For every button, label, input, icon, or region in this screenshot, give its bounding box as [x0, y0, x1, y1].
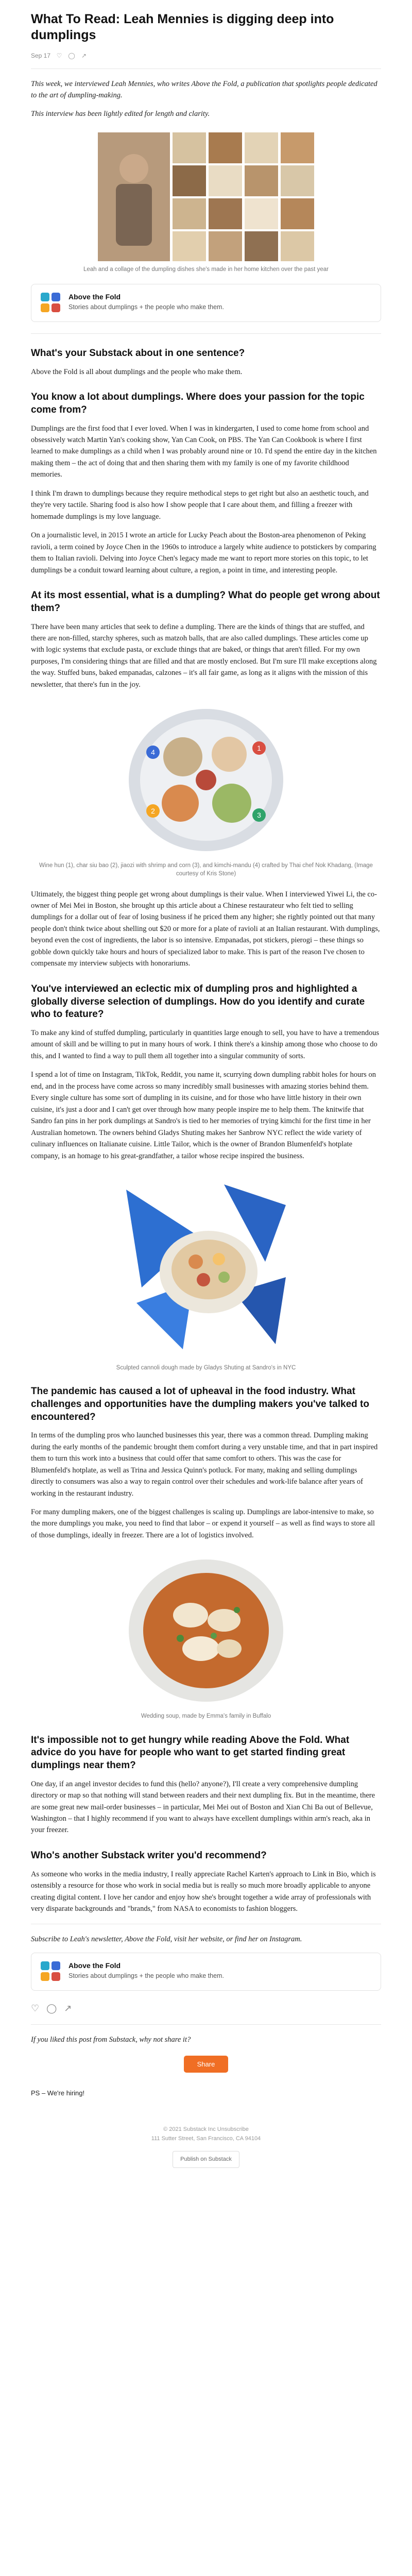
- divider: [31, 2024, 381, 2025]
- answer-paragraph: I spend a lot of time on Instagram, TikTok, Reddit, you name it, scurrying down dumpling rabbit holes for hours on end, and in the process have come across so many incredibly small businesses with amazing stories behind them. Every single culture has some sort of dumpling in its cuisine, and for those who have little history in their own cuisine, it's just a door and I can't get over through how many people inspire me to help them. The knitwife that Sandro fan pins in her pork dumplings at Sandro's is tied to her memories of trying kimchi for the first time in her Australian hometown. The owners behind Gladys Shuting makes her Sanbrow NYC reflect the wide variety of culinary influences on Italianate cuisine. Little Tailor, which is the owner of Brandon Blumenfeld's hotplate company, is an homage to his great-grandfather, a tailor whose recipe inspired the business.: [31, 1071, 376, 1160]
- comment-icon[interactable]: ◯: [68, 52, 75, 59]
- publication-logo: [41, 293, 61, 313]
- answer-paragraph: As someone who works in the media industry, I really appreciate Rachel Karten's approach to Link in Bio, which is ostensibly a resource for those who work in social media but is really so much more broadly applicable to anyone creating digital content. I love her candor and enjoy how she's brought together a wide array of professionals with very disparate backgrounds and "brands," from NASA to economists to fashion bloggers.: [31, 1870, 376, 1913]
- publication-card[interactable]: [31, 1953, 381, 1991]
- svg-text:1: 1: [257, 744, 261, 753]
- post-actions: [31, 2003, 381, 2014]
- comment-icon[interactable]: ◯: [46, 2003, 57, 2013]
- question-heading: The pandemic has caused a lot of upheaval in the food industry. What challenges and opportunities have the dumpling makers you've talked to encountered?: [31, 1386, 369, 1422]
- publication-description: Stories about dumplings + the people who make them.: [68, 303, 224, 311]
- answer-paragraph: For many dumpling makers, one of the biggest challenges is scaling up. Dumplings are labor-intensive to make, so the more dumplings you make, you need to find that labor – or expend it yourself – as well as find ways to store all of those dumplings, ideally in freezer. There are a lot of logistics involved.: [31, 1508, 375, 1539]
- soup-image: [124, 1553, 288, 1708]
- share-icon[interactable]: ↗: [64, 2003, 72, 2013]
- svg-text:2: 2: [151, 807, 155, 816]
- post-meta: [31, 52, 381, 59]
- question-heading: You know a lot about dumplings. Where does your passion for the topic come from?: [31, 392, 365, 415]
- publication-name: Above the Fold: [68, 293, 121, 301]
- question-heading: It's impossible not to get hungry while reading Above the Fold. What advice do you have for people who want to get started finding great dumplings near them?: [31, 1734, 350, 1771]
- question-heading: At its most essential, what is a dumpling? What do people get wrong about them?: [31, 590, 380, 614]
- hiring-note[interactable]: PS – We're hiring!: [31, 2089, 85, 2097]
- share-icon[interactable]: ↗: [81, 52, 87, 59]
- publication-logo: [41, 1961, 61, 1982]
- answer-paragraph: I think I'm drawn to dumplings because they require methodical steps to get right but also an aesthetic touch, and they're very tactile. Sharing food is also how I show people that I care about them, and filling a freezer with homemade dumplings is my love language.: [31, 489, 369, 521]
- answer-paragraph: Above the Fold is all about dumplings and the people who make them.: [31, 367, 243, 376]
- answer-paragraph: Ultimately, the biggest thing people get wrong about dumplings is their value. When I interviewed Yiwei Li, the co-owner of Mei Mei in Boston, she brought up this article about a Chinese restaurateur who felt tied to selling dumplings for a dollar out of fear of losing business if he priced them any higher; she rightly pointed out that many people don't think twice about shelling out $20 or more for a plate of ravioli at an Italian restaurant. With dumplings, beyond even the cost of ingredients, the labor is so intensive. Empanadas, pot stickers, pierogi – these things so gobble down quickly take hours and hours of specialized labor to make. This is part of the reason I've chosen to compensate my interview subjects with honorariums.: [31, 890, 380, 968]
- heart-icon[interactable]: ♡: [31, 2003, 40, 2013]
- publication-name: Above the Fold: [68, 1961, 121, 1970]
- post-date: Sep 17: [31, 52, 51, 59]
- plate-caption: Wine hun (1), char siu bao (2), jiaozi with shrimp and corn (3), and kimchi-mandu (4) crafted by Thai chef Nok Khadang, (Image courtesy of Kris Stone): [39, 862, 373, 877]
- divider: [31, 333, 381, 334]
- hero-collage-image: [98, 132, 314, 261]
- question-heading: You've interviewed an eclectic mix of dumpling pros and highlighted a globally diverse selection of dumplings. How do you identify and curate who to feature?: [31, 983, 365, 1020]
- intro-note: This interview has been lightly edited for length and clarity.: [31, 110, 210, 118]
- publish-on-substack-button[interactable]: Publish on Substack: [173, 2151, 239, 2168]
- answer-paragraph: To make any kind of stuffed dumpling, particularly in quantities large enough to sell, you have to have a tremendous amount of skill and be willing to put in many hours of work. I think there's a kinship among those who choose to do this, and I wanted to find a way to pull them all together into a singular community of sorts.: [31, 1028, 380, 1060]
- answer-paragraph: One day, if an angel investor decides to fund this (hello? anyone?), I'll create a very comprehensive dumpling directory or map so that nothing will stand between readers and their next dumpling fix. But in the meantime, there are some great new mail-order businesses – in particular, Mei Mei out of Boston and Xian Chi Ba out of Bellevue, Washington – that I highly recommend if you want to always have excellent dumplings within arm's reach, aka in your freezer.: [31, 1780, 375, 1835]
- answer-paragraph: There have been many articles that seek to define a dumpling. There are the kinds of things that are stuffed, and there are non-filled, starchy spheres, such as matzoh balls, that are also called dumplings. These articles come up with logic systems that exclude pasta, or exclude things that are baked, or things that aren't filled. For my own purposes, I'm considering things that are filled and that are mostly enclosed. But I'm sure I'll make exceptions along the way. Stuffed buns, baked empanadas, calzones – it's all fair game, as long as it aligns with the mission of this newsletter, that there's fun in the joy.: [31, 622, 377, 689]
- publication-description: Stories about dumplings + the people who make them.: [68, 1972, 224, 1979]
- sculpture-caption: Sculpted cannoli dough made by Gladys Shuting at Sandro's in NYC: [116, 1365, 296, 1371]
- article: [31, 0, 381, 2168]
- svg-text:3: 3: [257, 811, 261, 820]
- answer-paragraph: On a journalistic level, in 2015 I wrote an article for Lucky Peach about the Boston-area phenomenon of Peking ravioli, a term coined by Joyce Chen in the 1960s to introduce a largely white audience to potstickers by comparing them to Italian ravioli. Delving into Joyce Chen's legacy made me want to report more stories on this topic, to let dumplings be a conduit toward learning about culture, a region, a point in time, and interesting people.: [31, 531, 376, 574]
- share-button[interactable]: Share: [184, 2056, 229, 2073]
- subscribe-note: Subscribe to Leah's newsletter, Above the Fold, visit her website, or find her on Instagram.: [31, 1935, 302, 1944]
- heart-icon[interactable]: ♡: [56, 52, 62, 59]
- footer-address: 111 Sutter Street, San Francisco, CA 94104: [151, 2136, 261, 2142]
- hero-caption: Leah and a collage of the dumpling dishes she's made in her home kitchen over the past year: [83, 266, 329, 273]
- share-prompt: If you liked this post from Substack, why not share it?: [31, 2035, 191, 2044]
- sculpture-image: [121, 1174, 291, 1360]
- svg-text:4: 4: [151, 748, 155, 757]
- share-button-wrap: [31, 2056, 381, 2073]
- footer: [31, 2125, 381, 2168]
- answer-paragraph: Dumplings are the first food that I ever loved. When I was in kindergarten, I used to come home from school and obsessively watch Martin Yan's cooking show, Yan Can Cook, on PBS. The Yan Can Cookbook is where I first learned to make dumplings as a child when I was probably around nine or 10. I'd spend the entire day in the kitchen making them – the act of doing that and then sharing them with my family is one of my favorite childhood memories.: [31, 424, 377, 479]
- post-title: What To Read: Leah Mennies is digging deep into dumplings: [31, 12, 334, 43]
- answer-paragraph: In terms of the dumpling pros who launched businesses this year, there was a common thread. Dumpling making during the early months of the pandemic brought them comfort during a very unstable time, and that in part inspired them to turn this work into a business that could offer that same comfort to others. This was the case for Blumenfeld's hotplate, as well as Trina and Jessica Quinn's potluck. For many, making and selling dumplings directly to consumers was also a way to regain control over their schedules and work-life balance after years of working in the restaurant industry.: [31, 1431, 378, 1498]
- question-heading: Who's another Substack writer you'd recommend?: [31, 1850, 267, 1861]
- publication-card[interactable]: [31, 284, 381, 322]
- footer-copyright: © 2021 Substack Inc Unsubscribe: [163, 2126, 249, 2132]
- intro-paragraph: This week, we interviewed Leah Mennies, who writes Above the Fold, a publication that spotlights people dedicated to the art of dumpling-making.: [31, 79, 377, 99]
- question-heading: What's your Substack about in one sentence?: [31, 348, 245, 359]
- dumpling-plate-image: [121, 703, 291, 857]
- soup-caption: Wedding soup, made by Emma's family in Buffalo: [141, 1713, 271, 1720]
